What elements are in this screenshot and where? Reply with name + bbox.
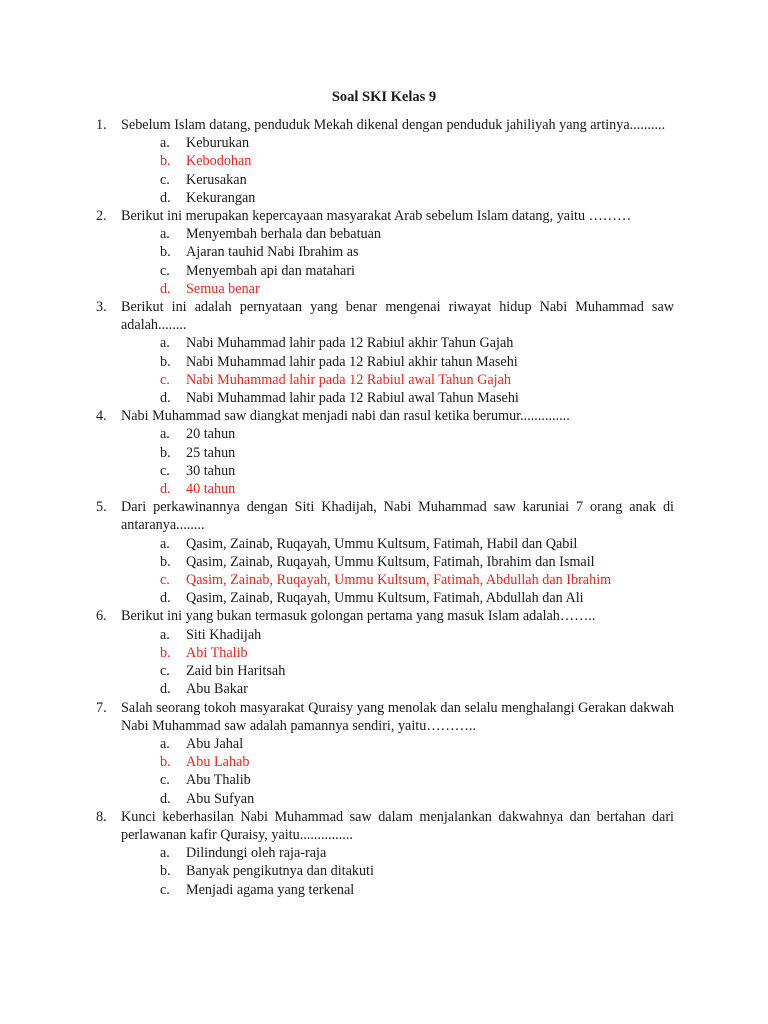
answer-option [96, 171, 674, 189]
answer-option [96, 425, 674, 443]
option-text: Banyak pengikutnya dan ditakuti [186, 863, 374, 880]
answer-option [96, 771, 674, 789]
answer-option [96, 444, 674, 462]
option-list [96, 425, 674, 498]
option-label: a. [160, 335, 170, 352]
question-text: Salah seorang tokoh masyarakat Quraisy yang menolak dan selalu menghalangi Gerakan dakwah Nabi Muhammad saw adalah pamannya sendiri, yaitu……….. [121, 699, 674, 734]
question-number: 4. [96, 408, 107, 425]
option-label: d. [160, 681, 171, 698]
option-label: d. [160, 280, 171, 297]
option-label: d. [160, 481, 171, 498]
question-number: 1. [96, 117, 107, 133]
answer-option [96, 862, 674, 880]
option-text: Qasim, Zainab, Ruqayah, Ummu Kultsum, Fatimah, Abdullah dan Ali [186, 590, 584, 607]
option-text: Semua benar [186, 280, 260, 297]
answer-option [96, 589, 674, 607]
answer-option [96, 844, 674, 862]
answer-option [96, 553, 674, 571]
option-list [96, 334, 674, 407]
option-label: a. [160, 845, 170, 862]
option-text: 40 tahun [186, 481, 236, 498]
option-label: b. [160, 444, 171, 461]
answer-option [96, 881, 674, 899]
question-number: 8. [96, 808, 107, 825]
question-text: Berikut ini yang bukan termasuk golongan pertama yang masuk Islam adalah…….. [121, 608, 596, 625]
answer-option-correct [96, 571, 674, 589]
option-text: Abu Lahab [186, 754, 250, 771]
question-5 [96, 498, 674, 607]
page-title: Soal SKI Kelas 9 [331, 89, 437, 105]
option-label: a. [160, 626, 170, 643]
question-text: Berikut ini adalah pernyataan yang benar mengenai riwayat hidup Nabi Muhammad saw adalah........ [121, 299, 674, 334]
question-number: 2. [96, 208, 107, 225]
answer-option [96, 680, 674, 698]
option-label: b. [160, 244, 171, 261]
question-3 [96, 298, 674, 407]
question-text: Dari perkawinannya dengan Siti Khadijah, Nabi Muhammad saw karuniai 7 orang anak di antaranya........ [121, 499, 674, 534]
option-label: b. [160, 153, 171, 170]
option-label: c. [160, 262, 170, 279]
option-list [96, 535, 674, 608]
answer-option [96, 243, 674, 261]
option-text: Abu Sufyan [186, 790, 255, 807]
option-text: Abu Thalib [186, 772, 251, 789]
option-label: d. [160, 790, 171, 807]
option-text: Siti Khadijah [186, 626, 262, 643]
option-list [96, 735, 674, 808]
question-text: Kunci keberhasilan Nabi Muhammad saw dalam menjalankan dakwahnya dan bertahan dari perlawanan kafir Quraisy, yaitu............... [121, 808, 674, 843]
option-text: Abu Jahal [186, 735, 244, 752]
option-label: b. [160, 644, 171, 661]
answer-option [96, 626, 674, 644]
answer-option [96, 389, 674, 407]
answer-option [96, 134, 674, 152]
option-text: Menyembah berhala dan bebatuan [186, 226, 381, 243]
option-label: c. [160, 772, 170, 789]
option-label: c. [160, 371, 170, 388]
option-label: b. [160, 353, 171, 370]
option-label: a. [160, 135, 170, 152]
option-text: Abu Bakar [186, 681, 248, 698]
answer-option [96, 790, 674, 808]
option-text: Nabi Muhammad lahir pada 12 Rabiul awal Tahun Masehi [186, 390, 519, 407]
answer-option [96, 735, 674, 753]
option-list [96, 844, 674, 899]
option-text: Qasim, Zainab, Ruqayah, Ummu Kultsum, Fatimah, Ibrahim dan Ismail [186, 553, 595, 570]
answer-option [96, 334, 674, 352]
answer-option-correct [96, 152, 674, 170]
question-list [96, 116, 674, 899]
option-text: Qasim, Zainab, Ruqayah, Ummu Kultsum, Fatimah, Abdullah dan Ibrahim [186, 572, 612, 589]
option-label: a. [160, 735, 170, 752]
question-6 [96, 607, 674, 698]
question-1 [96, 116, 674, 207]
option-label: c. [160, 462, 170, 479]
option-text: Ajaran tauhid Nabi Ibrahim as [186, 244, 359, 261]
option-label: c. [160, 881, 170, 898]
question-text: Berikut ini merupakan kepercayaan masyarakat Arab sebelum Islam datang, yaitu ……… [121, 208, 632, 225]
option-text: Qasim, Zainab, Ruqayah, Ummu Kultsum, Fatimah, Habil dan Qabil [186, 535, 578, 552]
question-number: 3. [96, 299, 107, 316]
option-text: Dilindungi oleh raja-raja [186, 845, 327, 862]
option-list [96, 225, 674, 298]
answer-option-correct [96, 280, 674, 298]
option-text: Kerusakan [186, 171, 247, 188]
option-label: a. [160, 226, 170, 243]
question-text: Sebelum Islam datang, penduduk Mekah dikenal dengan penduduk jahiliyah yang artinya.......... [121, 117, 666, 133]
option-list [96, 626, 674, 699]
option-text: Kekurangan [186, 189, 256, 206]
answer-option [96, 535, 674, 553]
question-number: 5. [96, 499, 107, 516]
answer-option [96, 462, 674, 480]
option-text: 25 tahun [186, 444, 236, 461]
answer-option [96, 353, 674, 371]
option-label: c. [160, 572, 170, 589]
option-label: d. [160, 390, 171, 407]
option-text: Nabi Muhammad lahir pada 12 Rabiul akhir tahun Masehi [186, 353, 518, 370]
question-4 [96, 407, 674, 498]
question-2 [96, 207, 674, 298]
option-text: Nabi Muhammad lahir pada 12 Rabiul akhir Tahun Gajah [186, 335, 514, 352]
answer-option-correct [96, 753, 674, 771]
option-text: Menyembah api dan matahari [186, 262, 356, 279]
option-text: Menjadi agama yang terkenal [186, 881, 355, 898]
option-text: Nabi Muhammad lahir pada 12 Rabiul awal Tahun Gajah [186, 371, 511, 388]
answer-option [96, 662, 674, 680]
question-7 [96, 699, 674, 808]
answer-option-correct [96, 480, 674, 498]
option-text: Kebodohan [186, 153, 252, 170]
answer-option-correct [96, 371, 674, 389]
option-text: 20 tahun [186, 426, 236, 443]
option-label: a. [160, 535, 170, 552]
option-label: b. [160, 553, 171, 570]
question-8 [96, 808, 674, 899]
answer-option [96, 189, 674, 207]
answer-option [96, 262, 674, 280]
option-label: a. [160, 426, 170, 443]
option-label: b. [160, 754, 171, 771]
option-label: b. [160, 863, 171, 880]
question-number: 6. [96, 608, 107, 625]
option-text: Keburukan [186, 135, 250, 152]
option-list [96, 134, 674, 207]
option-text: Zaid bin Haritsah [186, 663, 286, 680]
answer-option [96, 225, 674, 243]
option-text: Abi Thalib [186, 644, 248, 661]
option-label: d. [160, 590, 171, 607]
option-text: 30 tahun [186, 462, 236, 479]
question-text: Nabi Muhammad saw diangkat menjadi nabi dan rasul ketika berumur.............. [121, 408, 570, 425]
answer-option-correct [96, 644, 674, 662]
option-label: c. [160, 171, 170, 188]
option-label: c. [160, 663, 170, 680]
question-number: 7. [96, 699, 107, 716]
option-label: d. [160, 189, 171, 206]
